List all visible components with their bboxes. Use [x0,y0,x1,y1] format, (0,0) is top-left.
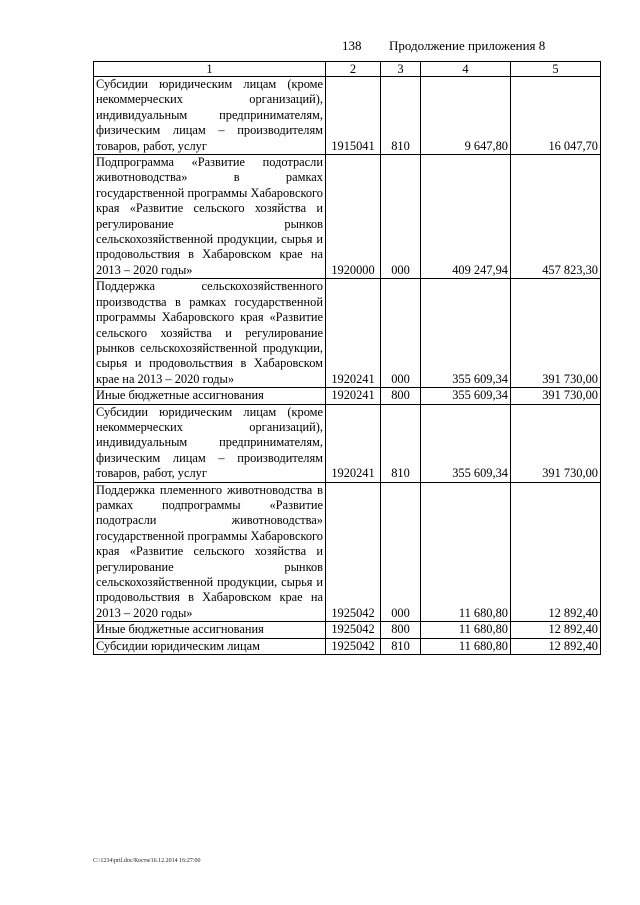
row-name: Иные бюджетные ассигнования [94,388,326,404]
row-code: 1925042 [326,638,381,654]
budget-table [93,61,601,655]
row-type: 000 [381,279,421,388]
file-path-footer: C:\1234\pril.doc/Костя/16.12.2014 16:27:00 [93,858,201,864]
row-code: 1925042 [326,622,381,638]
table-row [94,404,601,482]
table-row [94,482,601,622]
continuation-label: Продолжение приложения 8 [389,38,546,53]
row-code: 1925042 [326,482,381,622]
row-code: 1920000 [326,155,381,279]
table-row [94,638,601,654]
row-type: 000 [381,155,421,279]
row-name: Поддержка сельскохозяйственного производства в рамках государственной программы Хабаровского края «Развитие сельского хозяйства и регулирование рынков сельскохозяйственной продукции, сырья и продовольствия в Хабаровском крае на 2013 – 2020 годы» [94,279,326,388]
page-header [0,38,640,56]
table-row [94,77,601,155]
page-number: 138 [342,38,362,53]
table-row [94,279,601,388]
row-name: Иные бюджетные ассигнования [94,622,326,638]
row-value-2: 12 892,40 [511,482,601,622]
row-value-2: 16 047,70 [511,77,601,155]
row-type: 810 [381,638,421,654]
row-value-1: 355 609,34 [421,404,511,482]
row-name: Субсидии юридическим лицам (кроме некоммерческих организаций), индивидуальным предпринимателям, физическим лицам – производителям товаров, работ, услуг [94,404,326,482]
row-value-2: 12 892,40 [511,622,601,638]
column-header: 3 [381,62,421,77]
row-value-1: 11 680,80 [421,638,511,654]
row-value-2: 457 823,30 [511,155,601,279]
row-value-1: 11 680,80 [421,482,511,622]
row-value-2: 12 892,40 [511,638,601,654]
row-code: 1920241 [326,279,381,388]
row-value-2: 391 730,00 [511,404,601,482]
row-value-1: 11 680,80 [421,622,511,638]
row-code: 1920241 [326,388,381,404]
row-type: 810 [381,404,421,482]
row-type: 800 [381,622,421,638]
row-value-1: 9 647,80 [421,77,511,155]
row-type: 000 [381,482,421,622]
row-value-2: 391 730,00 [511,388,601,404]
table-row [94,388,601,404]
row-code: 1920241 [326,404,381,482]
row-value-1: 355 609,34 [421,279,511,388]
column-header: 4 [421,62,511,77]
row-name: Поддержка племенного животноводства в рамках подпрограммы «Развитие подотрасли животноводства» государственной программы Хабаровского края «Развитие сельского хозяйства и регулирование рынков сельскохозяйственной продукции, сырья и продовольствия в Хабаровском крае на 2013 – 2020 годы» [94,482,326,622]
table-header-row [94,62,601,77]
column-header: 1 [94,62,326,77]
row-value-2: 391 730,00 [511,279,601,388]
row-name: Субсидии юридическим лицам (кроме некоммерческих организаций), индивидуальным предпринимателям, физическим лицам – производителям товаров, работ, услуг [94,77,326,155]
table-row [94,155,601,279]
row-code: 1915041 [326,77,381,155]
row-value-1: 355 609,34 [421,388,511,404]
row-value-1: 409 247,94 [421,155,511,279]
table-row [94,622,601,638]
column-header: 5 [511,62,601,77]
row-name: Подпрограмма «Развитие подотрасли животноводства» в рамках государственной программы Хабаровского края «Развитие сельского хозяйства и регулирование рынков сельскохозяйственной продукции, сырья и продовольствия в Хабаровском крае на 2013 – 2020 годы» [94,155,326,279]
row-type: 800 [381,388,421,404]
row-type: 810 [381,77,421,155]
column-header: 2 [326,62,381,77]
row-name: Субсидии юридическим лицам [94,638,326,654]
